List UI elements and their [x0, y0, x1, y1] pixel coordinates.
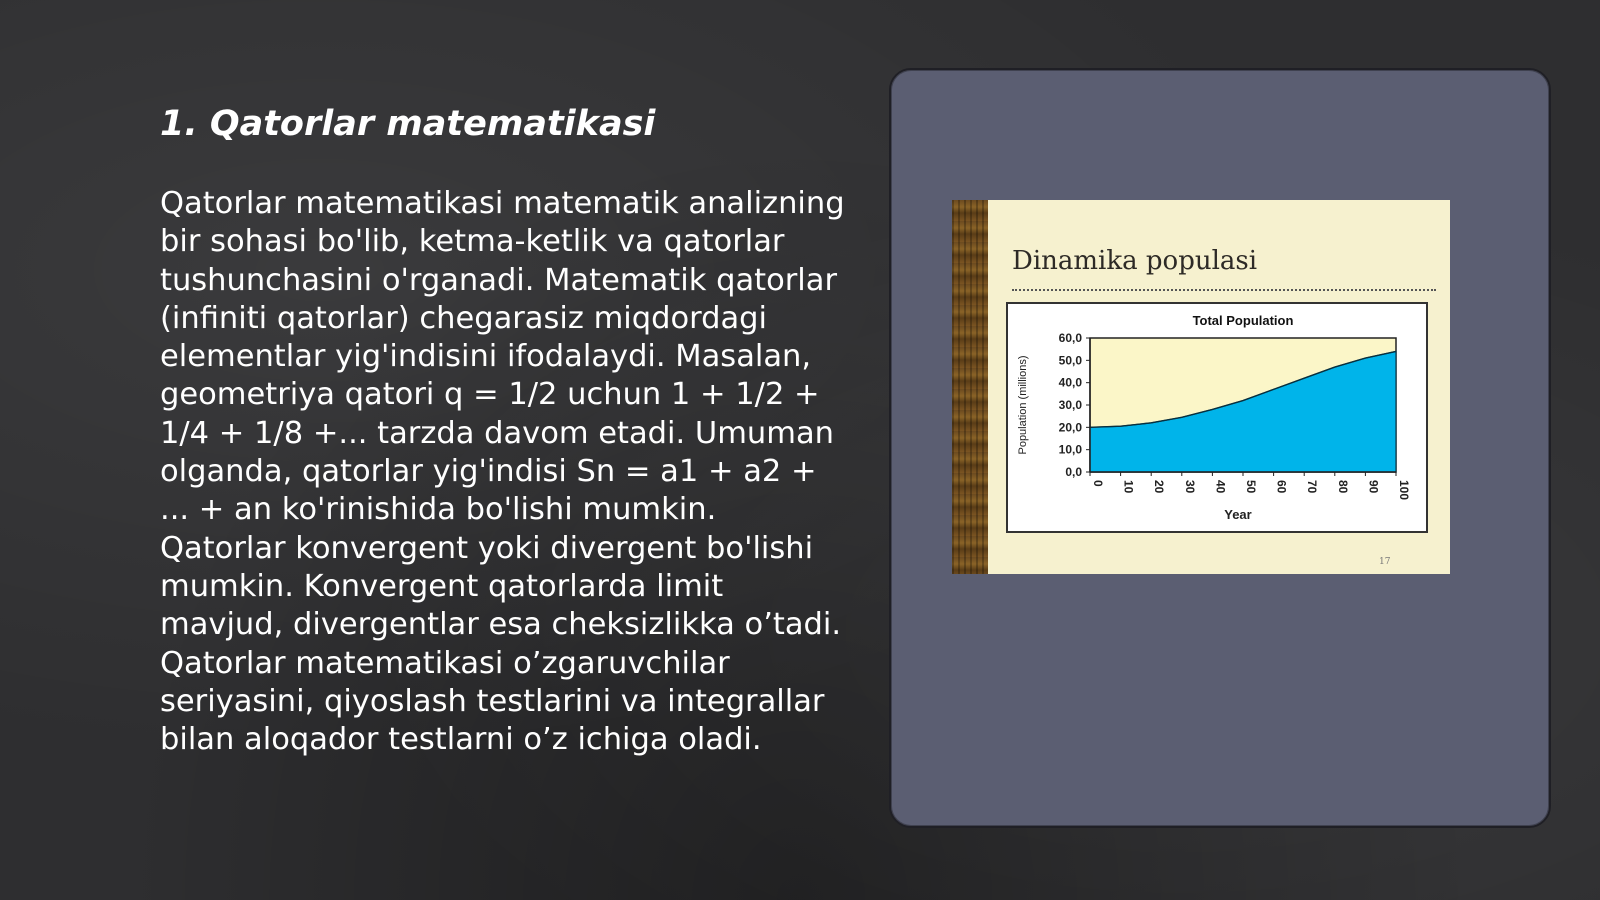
population-chart	[1006, 302, 1428, 533]
chart-title: Total Population	[1192, 313, 1294, 328]
x-tick-label: 50	[1244, 480, 1258, 494]
x-tick-label: 10	[1121, 480, 1136, 494]
slide-page-number: 17	[1379, 557, 1391, 567]
x-tick-label: 40	[1213, 480, 1228, 494]
slide-body-text: Qatorlar matematikasi matematik analizning bir sohasi bo'lib, ketma-ketlik va qatorlar tushunchasini o'rganadi. Matematik qatorlar (infiniti qatorlar) chegarasiz miqdordagi elementlar yig'indisini ifodalaydi. Masalan, geometriya qatori q = 1/2 uchun 1 + 1/2 + 1/4 + 1/8 +... tarzda davom etadi. Umuman olganda, qatorlar yig'indisi Sn = a1 + a2 + ... + an ko'rinishida bo'lishi mumkin. Qatorlar konvergent yoki divergent bo'lishi mumkin. Konvergent qatorlarda limit mavjud, divergentlar esa cheksizlikka o’tadi. Qatorlar matematikasi o’zgaruvchilar seriyasini, qiyoslash testlarini va integrallar bilan aloqador testlarni o’z ichiga oladi.	[160, 186, 845, 758]
slide-title: 1. Qatorlar matematikasi	[160, 104, 656, 144]
embedded-slide-heading: Dinamika populasi	[1012, 246, 1258, 276]
y-tick-label: 40,0	[1058, 375, 1082, 390]
x-tick-label: 80	[1335, 480, 1350, 494]
y-tick-label: 50,0	[1058, 353, 1082, 368]
x-tick-label: 20	[1152, 480, 1167, 494]
x-tick-label: 60	[1274, 480, 1289, 494]
x-tick-label: 100	[1397, 480, 1411, 501]
x-tick-label: 0	[1091, 480, 1105, 487]
y-axis-label: Population (millions)	[1017, 355, 1029, 455]
wood-border	[952, 200, 988, 574]
embedded-slide-image	[952, 200, 1450, 574]
y-tick-label: 30,0	[1058, 398, 1082, 412]
y-tick-label: 10,0	[1058, 442, 1082, 457]
x-axis-label: Year	[1224, 507, 1252, 522]
y-tick-label: 0,0	[1065, 465, 1082, 479]
x-tick-label: 90	[1366, 480, 1381, 494]
x-tick-label: 30	[1182, 480, 1197, 494]
chart-svg	[1008, 304, 1426, 531]
y-tick-label: 60,0	[1058, 331, 1082, 345]
dotted-divider	[1012, 289, 1436, 291]
x-tick-label: 70	[1305, 480, 1320, 494]
y-tick-label: 20,0	[1058, 420, 1082, 435]
